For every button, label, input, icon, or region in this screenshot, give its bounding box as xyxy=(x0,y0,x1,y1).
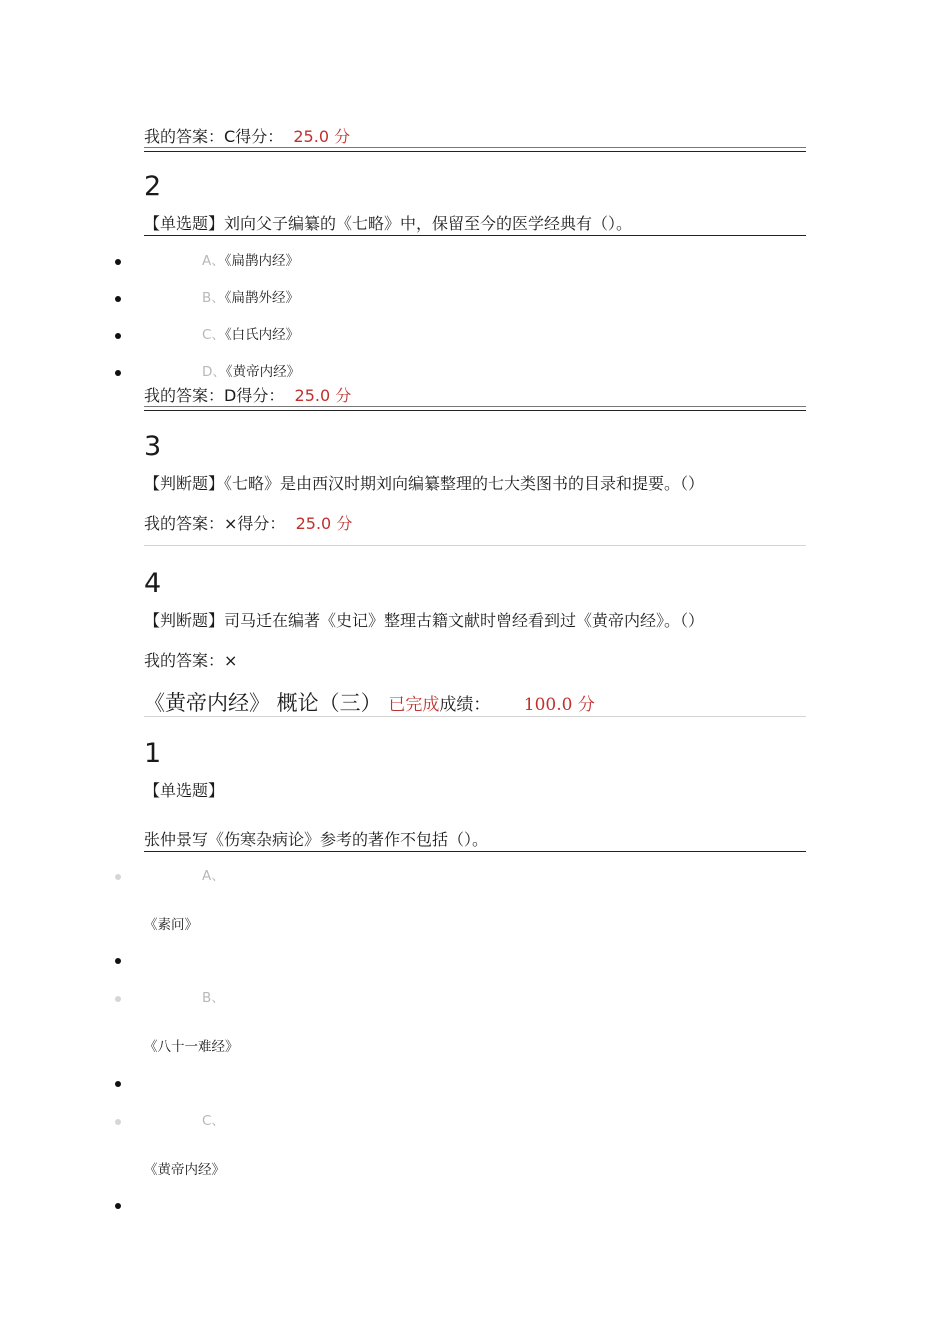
question-text: 张仲景写《伤寒杂病论》参考的著作不包括（）。 xyxy=(144,830,489,849)
option-bullet xyxy=(115,370,121,376)
question-type: 【单选题】 xyxy=(144,781,225,800)
divider xyxy=(144,406,806,411)
option-text: 《白氏内经》 xyxy=(224,327,300,343)
option-bullet xyxy=(115,296,121,302)
option-letter: B、 xyxy=(202,290,225,306)
q3-answer-line xyxy=(144,514,352,534)
option-b[interactable] xyxy=(202,289,299,307)
answer-label: 我的答案： xyxy=(144,127,225,146)
question-text: 【判断题】《七略》是由西汉时期刘向编纂整理的七大类图书的目录和提要。（） xyxy=(144,474,705,493)
question-text: 【单选题】刘向父子编纂的《七略》中，保留至今的医学经典有（）。 xyxy=(144,214,633,233)
option-bullet xyxy=(115,958,121,964)
question-number: 1 xyxy=(144,738,162,769)
divider xyxy=(144,851,806,852)
q1-answer-line xyxy=(144,127,350,147)
answer-label: 我的答案： xyxy=(144,514,225,533)
option-bullet xyxy=(115,1203,121,1209)
option-text: 《扁鹊外经》 xyxy=(224,290,300,306)
option-text[interactable]: 《素问》 xyxy=(144,917,198,933)
divider xyxy=(144,147,806,152)
answer-label: 我的答案： xyxy=(144,386,225,405)
option-letter: D、 xyxy=(202,364,226,380)
question-number: 2 xyxy=(144,171,162,202)
q4-answer-line xyxy=(144,651,237,671)
question-number: 4 xyxy=(144,568,162,599)
score-value: 25.0 分 xyxy=(294,386,352,405)
option-bullet xyxy=(115,333,121,339)
question-number: 3 xyxy=(144,431,162,462)
question-text: 【判断题】司马迁在编著《史记》整理古籍文献时曾经看到过《黄帝内经》。（） xyxy=(144,611,705,630)
grade-value: 100.0 分 xyxy=(523,695,595,715)
divider xyxy=(144,716,806,717)
score-value: 25.0 分 xyxy=(295,514,353,533)
option-bullet xyxy=(115,1119,121,1125)
option-text[interactable]: 《黄帝内经》 xyxy=(144,1162,225,1178)
answer-label: 我的答案： xyxy=(144,651,225,670)
option-text[interactable]: 《八十一难经》 xyxy=(144,1039,239,1055)
score-label: 得分： xyxy=(235,127,284,146)
answer-value: × xyxy=(224,651,238,670)
option-d[interactable] xyxy=(202,363,300,381)
option-text: 《黄帝内经》 xyxy=(225,364,301,380)
divider xyxy=(144,235,806,236)
option-a[interactable] xyxy=(202,252,299,270)
score-label: 得分： xyxy=(237,514,286,533)
option-letter[interactable]: B、 xyxy=(202,990,225,1006)
option-letter[interactable]: A、 xyxy=(202,868,225,884)
score-value: 25.0 分 xyxy=(293,127,351,146)
option-letter[interactable]: C、 xyxy=(202,1113,225,1129)
grade-label: 成绩： xyxy=(439,695,491,715)
option-bullet xyxy=(115,1081,121,1087)
q2-answer-line xyxy=(144,386,351,406)
section-header xyxy=(144,689,595,719)
option-c[interactable] xyxy=(202,326,299,344)
option-bullet xyxy=(115,874,121,880)
option-letter: C、 xyxy=(202,327,225,343)
option-bullet xyxy=(115,996,121,1002)
answer-value: D xyxy=(224,386,237,405)
option-letter: A、 xyxy=(202,253,225,269)
option-bullet xyxy=(115,259,121,265)
option-text: 《扁鹊内经》 xyxy=(224,253,299,269)
answer-value: C xyxy=(224,127,236,146)
score-label: 得分： xyxy=(236,386,285,405)
section-status: 已完成 xyxy=(388,695,440,715)
section-title: 《黄帝内经》 概论（三） xyxy=(144,691,382,715)
divider xyxy=(144,545,806,546)
answer-value: × xyxy=(224,514,238,533)
